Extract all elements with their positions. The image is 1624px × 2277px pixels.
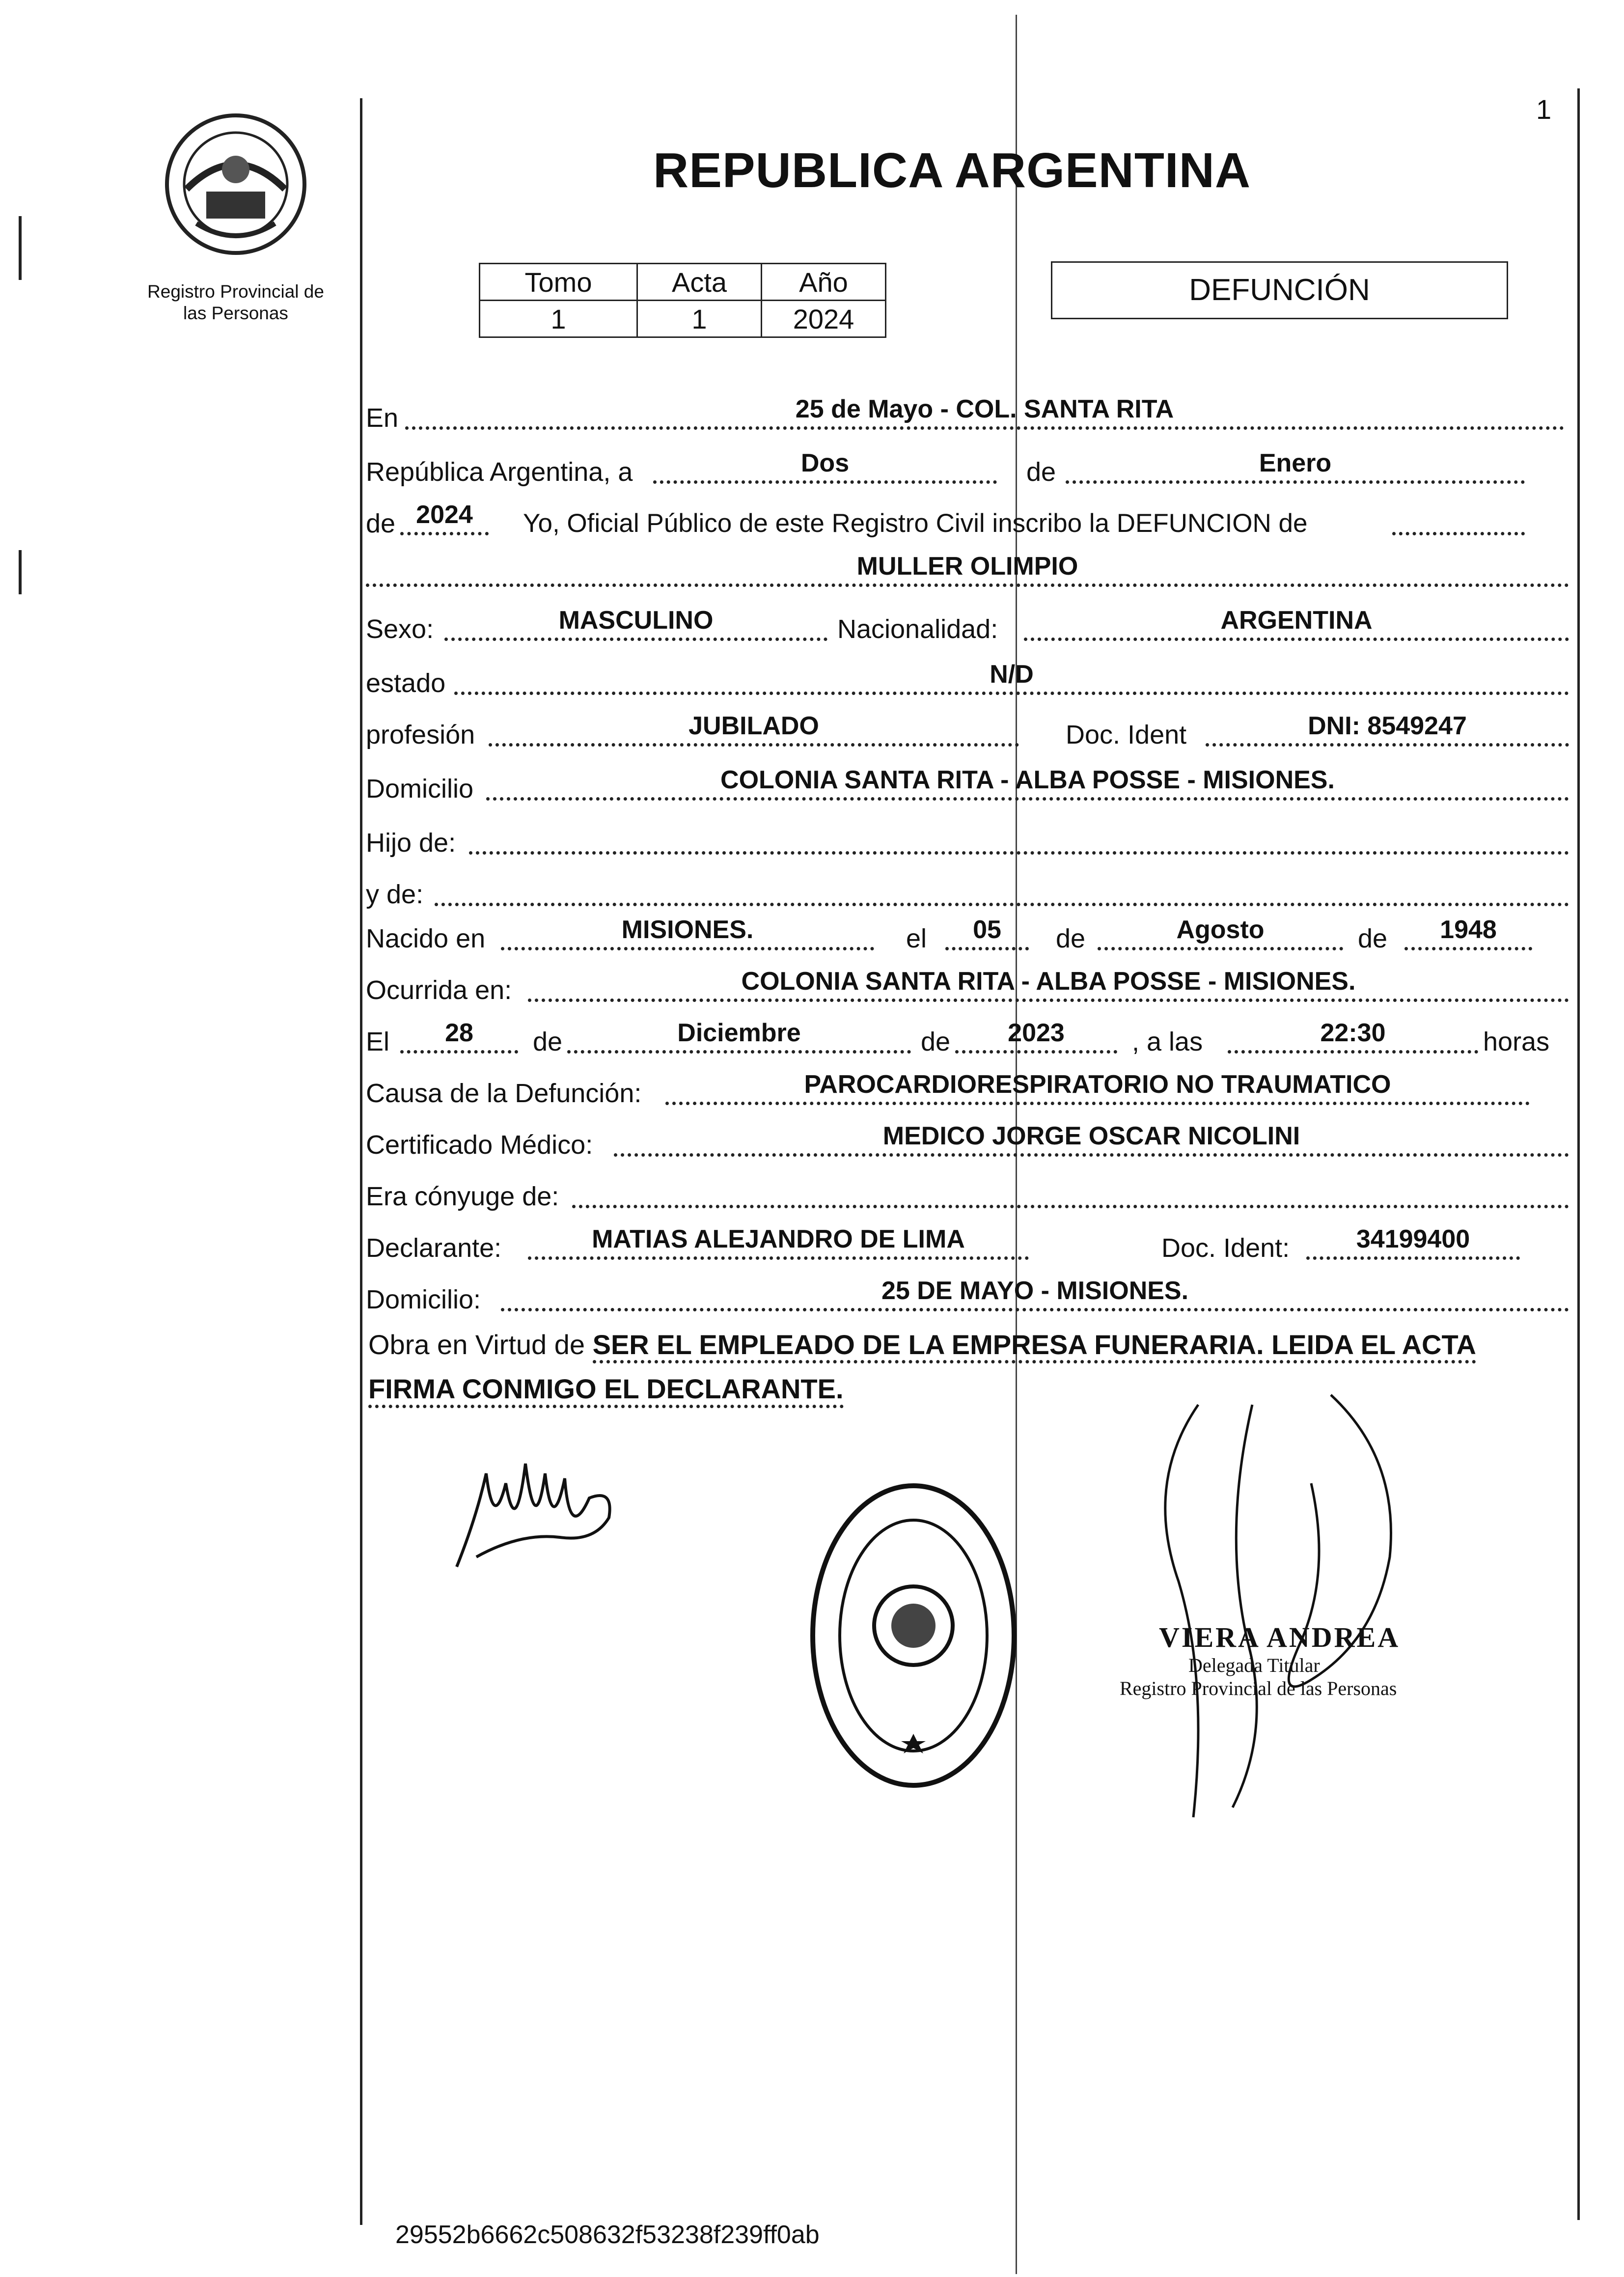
nacido-anio: 1948 <box>1404 913 1532 950</box>
document-title: REPUBLICA ARGENTINA <box>653 143 1251 198</box>
official-title: Delegada Titular <box>1188 1654 1320 1676</box>
obra-line-1 <box>368 1329 1476 1361</box>
row-estado <box>366 660 1565 702</box>
delegation-seal-icon <box>805 1478 1021 1793</box>
ocurrida-value: COLONIA SANTA RITA - ALBA POSSE - MISIONES. <box>528 964 1569 1002</box>
def-mes: Diciembre <box>567 1016 911 1054</box>
doc-value: DNI: 8549247 <box>1206 709 1569 747</box>
conyuge-label: Era cónyuge de: <box>366 1182 559 1211</box>
domicilio-value: COLONIA SANTA RITA - ALBA POSSE - MISIONES. <box>486 763 1569 801</box>
record-reference-table <box>479 263 886 338</box>
official-name: VIERA ANDREA <box>1159 1621 1401 1653</box>
nacido-dia: 05 <box>945 913 1029 950</box>
page-number: 1 <box>1536 94 1552 125</box>
row-certificado <box>366 1122 1565 1164</box>
inscription-month: Enero <box>1066 446 1525 484</box>
certificado-label: Certificado Médico: <box>366 1130 593 1160</box>
nacionalidad-value: ARGENTINA <box>1024 603 1569 641</box>
nacido-mes: Agosto <box>1098 913 1343 950</box>
estado-value: N/D <box>454 657 1569 695</box>
row-date-inscription <box>366 449 1565 491</box>
record-type-box: DEFUNCIÓN <box>1051 261 1508 319</box>
row-fecha-defuncion <box>366 1019 1565 1061</box>
row-ocurrida <box>366 967 1565 1009</box>
registry-name-line2: las Personas <box>183 303 288 323</box>
yde-value <box>435 868 1569 906</box>
de-label: de <box>1056 924 1086 953</box>
row-sex-nationality <box>366 606 1565 648</box>
inscribo-blank <box>1392 498 1525 535</box>
decl-doc-label: Doc. Ident: <box>1161 1233 1290 1263</box>
document-hash: 29552b6662c508632f53238f239ff0ab <box>395 2221 820 2249</box>
declarante-value: MATIAS ALEJANDRO DE LIMA <box>528 1222 1029 1260</box>
official-registry: Registro Provincial de las Personas <box>1120 1677 1397 1699</box>
row-causa <box>366 1070 1565 1112</box>
row-hijo <box>366 828 1565 862</box>
right-margin-line <box>1577 88 1580 2220</box>
estado-label: estado <box>366 668 446 698</box>
de-label: de <box>533 1027 563 1056</box>
conyuge-value <box>572 1170 1569 1208</box>
declarant-signature-icon <box>447 1444 633 1582</box>
row-conyuge <box>366 1181 1565 1216</box>
registry-name-line1: Registro Provincial de <box>147 281 324 302</box>
acta-header: Acta <box>637 264 762 301</box>
row-domicilio <box>366 766 1565 808</box>
El-label: El <box>366 1027 390 1056</box>
left-edge-mark <box>19 550 22 594</box>
provincial-seal-icon <box>162 111 309 258</box>
def-dia: 28 <box>400 1016 518 1054</box>
row-year <box>366 500 1565 543</box>
profesion-value: JUBILADO <box>489 709 1019 747</box>
hijo-label: Hijo de: <box>366 828 456 858</box>
republica-label: República Argentina, a <box>366 457 633 487</box>
decl-dom-value: 25 DE MAYO - MISIONES. <box>501 1274 1569 1311</box>
left-edge-mark <box>19 216 22 280</box>
row-profesion <box>366 712 1565 754</box>
nacido-value: MISIONES. <box>501 913 874 950</box>
row-decl-domicilio <box>366 1277 1565 1319</box>
official-stamp <box>1120 1621 1401 1700</box>
el-label: el <box>906 924 927 953</box>
obra-line-2: FIRMA CONMIGO EL DECLARANTE. <box>368 1373 844 1408</box>
horas-label: horas <box>1483 1027 1550 1056</box>
row-yde <box>366 879 1565 914</box>
de-label: de <box>366 509 396 538</box>
inscription-day: Dos <box>653 446 997 484</box>
row-nacido <box>366 916 1565 958</box>
en-value: 25 de Mayo - COL. SANTA RITA <box>405 392 1564 430</box>
row-name <box>366 552 1565 594</box>
def-hora: 22:30 <box>1228 1016 1478 1054</box>
decl-dom-label: Domicilio: <box>366 1285 481 1314</box>
inscription-year: 2024 <box>400 498 489 535</box>
row-declarante <box>366 1225 1565 1267</box>
de-label: de <box>1358 924 1388 953</box>
inscribo-text: Yo, Oficial Público de este Registro Civil inscribo la DEFUNCION de <box>523 509 1308 538</box>
declarante-label: Declarante: <box>366 1233 502 1263</box>
def-anio: 2023 <box>955 1016 1117 1054</box>
row-en <box>366 395 1565 437</box>
domicilio-label: Domicilio <box>366 774 474 804</box>
de-label: de <box>921 1027 951 1056</box>
alas-label: , a las <box>1132 1027 1203 1056</box>
anio-value: 2024 <box>762 301 886 337</box>
decl-doc-value: 34199400 <box>1306 1222 1520 1260</box>
certificado-value: MEDICO JORGE OSCAR NICOLINI <box>614 1119 1569 1157</box>
doc-label: Doc. Ident <box>1066 720 1187 750</box>
nacionalidad-label: Nacionalidad: <box>837 614 998 644</box>
obra-label: Obra en Virtud de <box>368 1329 585 1360</box>
acta-value: 1 <box>637 301 762 337</box>
ocurrida-label: Ocurrida en: <box>366 975 512 1005</box>
left-margin-line <box>360 98 362 2225</box>
official-signature-icon <box>1125 1385 1439 1827</box>
deceased-name: MULLER OLIMPIO <box>366 549 1569 587</box>
yde-label: y de: <box>366 880 424 909</box>
en-label: En <box>366 403 399 433</box>
nacido-label: Nacido en <box>366 924 486 953</box>
sexo-label: Sexo: <box>366 614 434 644</box>
profesion-label: profesión <box>366 720 475 750</box>
sexo-value: MASCULINO <box>444 603 827 641</box>
anio-header: Año <box>762 264 886 301</box>
tomo-header: Tomo <box>480 264 637 301</box>
registry-name <box>133 281 339 324</box>
de-label: de <box>1026 457 1056 487</box>
tomo-value: 1 <box>480 301 637 337</box>
hijo-value <box>469 817 1569 855</box>
obra-value-1: SER EL EMPLEADO DE LA EMPRESA FUNERARIA. LEIDA EL ACTA <box>593 1329 1476 1363</box>
causa-value: PAROCARDIORESPIRATORIO NO TRAUMATICO <box>665 1067 1530 1105</box>
causa-label: Causa de la Defunción: <box>366 1079 642 1108</box>
